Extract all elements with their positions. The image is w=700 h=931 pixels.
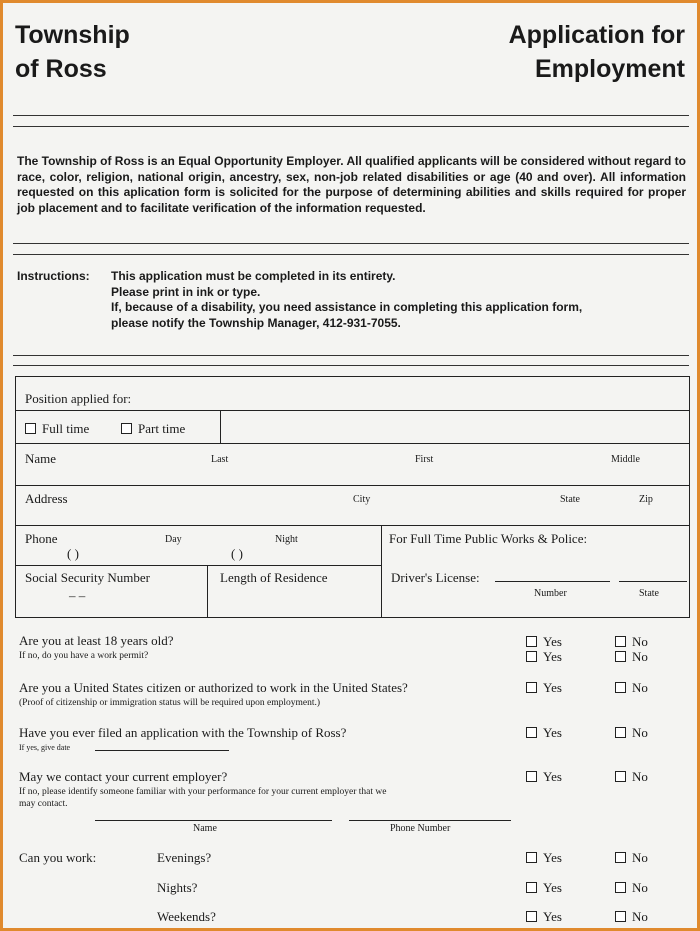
divider <box>13 126 689 127</box>
reference-name-line[interactable] <box>95 820 332 821</box>
instruction-line: Please print in ink or type. <box>111 284 261 299</box>
divider <box>13 355 689 356</box>
address-field[interactable] <box>17 507 687 523</box>
q-contact-note-2: may contact. <box>19 799 68 809</box>
name-field[interactable] <box>17 467 687 483</box>
no-label: No <box>632 725 648 740</box>
divider <box>13 365 689 366</box>
full-time-label: Full time <box>42 421 90 436</box>
no-checkbox[interactable] <box>615 651 626 662</box>
form-title <box>509 18 685 86</box>
no-label: No <box>632 880 648 895</box>
q-citizen-no[interactable] <box>615 680 648 696</box>
q-prior-no[interactable] <box>615 725 648 741</box>
eoe-statement: The Township of Ross is an Equal Opportunity Employer. All qualified applicants will be considered without regard to race, color, religion, national origin, ancestry, sex, non-job related disabilities or age (40 and over). All information requested on this aplication form is solicited for the purpose of determining abilities and skills required for proper job placement and to facilitate verification of the information requested. <box>17 154 686 215</box>
form-title-line2: Employment <box>534 55 685 83</box>
name-middle-label: Middle <box>611 454 640 465</box>
can-work-label: Can you work: <box>19 850 97 865</box>
no-label: No <box>632 850 648 865</box>
yes-label: Yes <box>543 909 562 924</box>
yes-checkbox[interactable] <box>526 882 537 893</box>
q-citizen: Are you a United States citizen or authorized to work in the United States? <box>19 680 408 695</box>
position-label: Position applied for: <box>25 391 132 406</box>
no-checkbox[interactable] <box>615 727 626 738</box>
grid-line <box>15 443 690 444</box>
phone-night-field[interactable]: ( ) <box>231 546 243 561</box>
no-label: No <box>632 769 648 784</box>
no-checkbox[interactable] <box>615 636 626 647</box>
instruction-line: please notify the Township Manager, 412-931-7055. <box>111 315 401 330</box>
divider <box>13 115 689 116</box>
weekends-no[interactable] <box>615 909 648 925</box>
name-label: Name <box>25 451 57 466</box>
instructions-label: Instructions: <box>17 269 90 283</box>
no-checkbox[interactable] <box>615 882 626 893</box>
divider <box>13 254 689 255</box>
license-number-line[interactable] <box>495 581 610 582</box>
yes-label: Yes <box>543 634 562 649</box>
nights-yes[interactable] <box>526 880 562 896</box>
part-time-checkbox[interactable] <box>121 423 132 434</box>
q-age-no[interactable] <box>615 634 648 650</box>
grid-line <box>220 410 221 443</box>
yes-checkbox[interactable] <box>526 727 537 738</box>
q-prior-application: Have you ever filed an application with the Township of Ross? <box>19 725 347 740</box>
part-time-option[interactable] <box>121 421 185 437</box>
reference-name-label: Name <box>193 823 217 834</box>
ssn-field[interactable]: – – <box>69 588 86 603</box>
yes-checkbox[interactable] <box>526 682 537 693</box>
evenings-yes[interactable] <box>526 850 562 866</box>
yes-checkbox[interactable] <box>526 636 537 647</box>
org-name-line1: Township <box>15 21 130 49</box>
q-permit-no[interactable] <box>615 649 648 665</box>
no-label: No <box>632 634 648 649</box>
reference-phone-label: Phone Number <box>390 823 451 834</box>
instructions-text <box>111 269 691 331</box>
form-title-line1: Application for <box>508 21 685 49</box>
name-last-label: Last <box>211 454 229 465</box>
grid-line <box>15 485 690 486</box>
phone-day-field[interactable]: ( ) <box>67 546 79 561</box>
weekends-label: Weekends? <box>157 909 216 924</box>
yes-label: Yes <box>543 850 562 865</box>
address-state-label: State <box>560 494 580 505</box>
address-city-label: City <box>353 494 371 505</box>
q-prior-yes[interactable] <box>526 725 562 741</box>
phone-label: Phone <box>25 531 58 546</box>
phone-night-label: Night <box>275 534 298 545</box>
full-time-option[interactable] <box>25 421 89 437</box>
no-checkbox[interactable] <box>615 852 626 863</box>
q-contact-employer: May we contact your current employer? <box>19 769 228 784</box>
grid-line <box>15 565 381 566</box>
grid-line <box>207 565 208 618</box>
yes-label: Yes <box>543 680 562 695</box>
org-name-line2: of Ross <box>15 55 107 83</box>
full-time-checkbox[interactable] <box>25 423 36 434</box>
weekends-yes[interactable] <box>526 909 562 925</box>
reference-phone-line[interactable] <box>349 820 511 821</box>
q-prior-date-label: If yes, give date <box>19 743 71 752</box>
no-checkbox[interactable] <box>615 682 626 693</box>
yes-label: Yes <box>543 649 562 664</box>
grid-line <box>381 525 382 618</box>
part-time-label: Part time <box>138 421 186 436</box>
no-checkbox[interactable] <box>615 771 626 782</box>
q-citizen-note: (Proof of citizenship or immigration status will be required upon employment.) <box>19 698 321 708</box>
position-field[interactable] <box>223 413 688 441</box>
q-contact-note-1: If no, please identify someone familiar with your performance for your current employer that we <box>19 787 387 797</box>
evenings-label: Evenings? <box>157 850 212 865</box>
evenings-no[interactable] <box>615 850 648 866</box>
address-zip-label: Zip <box>639 494 653 505</box>
divider <box>13 243 689 244</box>
yes-label: Yes <box>543 880 562 895</box>
license-number-label: Number <box>534 588 567 599</box>
no-label: No <box>632 909 648 924</box>
yes-checkbox[interactable] <box>526 852 537 863</box>
q-prior-date-line[interactable] <box>95 750 229 751</box>
address-label: Address <box>25 491 68 506</box>
license-state-line[interactable] <box>619 581 687 582</box>
application-page <box>3 3 697 928</box>
phone-day-label: Day <box>165 534 182 545</box>
q-age-yes[interactable] <box>526 634 562 650</box>
yes-label: Yes <box>543 725 562 740</box>
yes-label: Yes <box>543 769 562 784</box>
no-label: No <box>632 649 648 664</box>
grid-line <box>15 410 690 411</box>
residence-label: Length of Residence <box>220 570 328 585</box>
works-police-label: For Full Time Public Works & Police: <box>389 531 588 546</box>
no-checkbox[interactable] <box>615 911 626 922</box>
q-work-permit: If no, do you have a work permit? <box>19 651 149 661</box>
license-state-label: State <box>639 588 659 599</box>
q-contact-yes[interactable] <box>526 769 562 785</box>
org-name <box>15 18 130 86</box>
license-label: Driver's License: <box>391 570 480 585</box>
instruction-line: This application must be completed in its entirety. <box>111 269 396 283</box>
nights-label: Nights? <box>157 880 198 895</box>
q-age: Are you at least 18 years old? <box>19 633 174 648</box>
yes-checkbox[interactable] <box>526 651 537 662</box>
q-citizen-yes[interactable] <box>526 680 562 696</box>
ssn-label: Social Security Number <box>25 570 150 585</box>
grid-line <box>15 525 690 526</box>
nights-no[interactable] <box>615 880 648 896</box>
no-label: No <box>632 680 648 695</box>
q-permit-yes[interactable] <box>526 649 562 665</box>
q-contact-no[interactable] <box>615 769 648 785</box>
name-first-label: First <box>415 454 434 465</box>
instruction-line: If, because of a disability, you need assistance in completing this application form, <box>111 300 583 314</box>
yes-checkbox[interactable] <box>526 771 537 782</box>
yes-checkbox[interactable] <box>526 911 537 922</box>
